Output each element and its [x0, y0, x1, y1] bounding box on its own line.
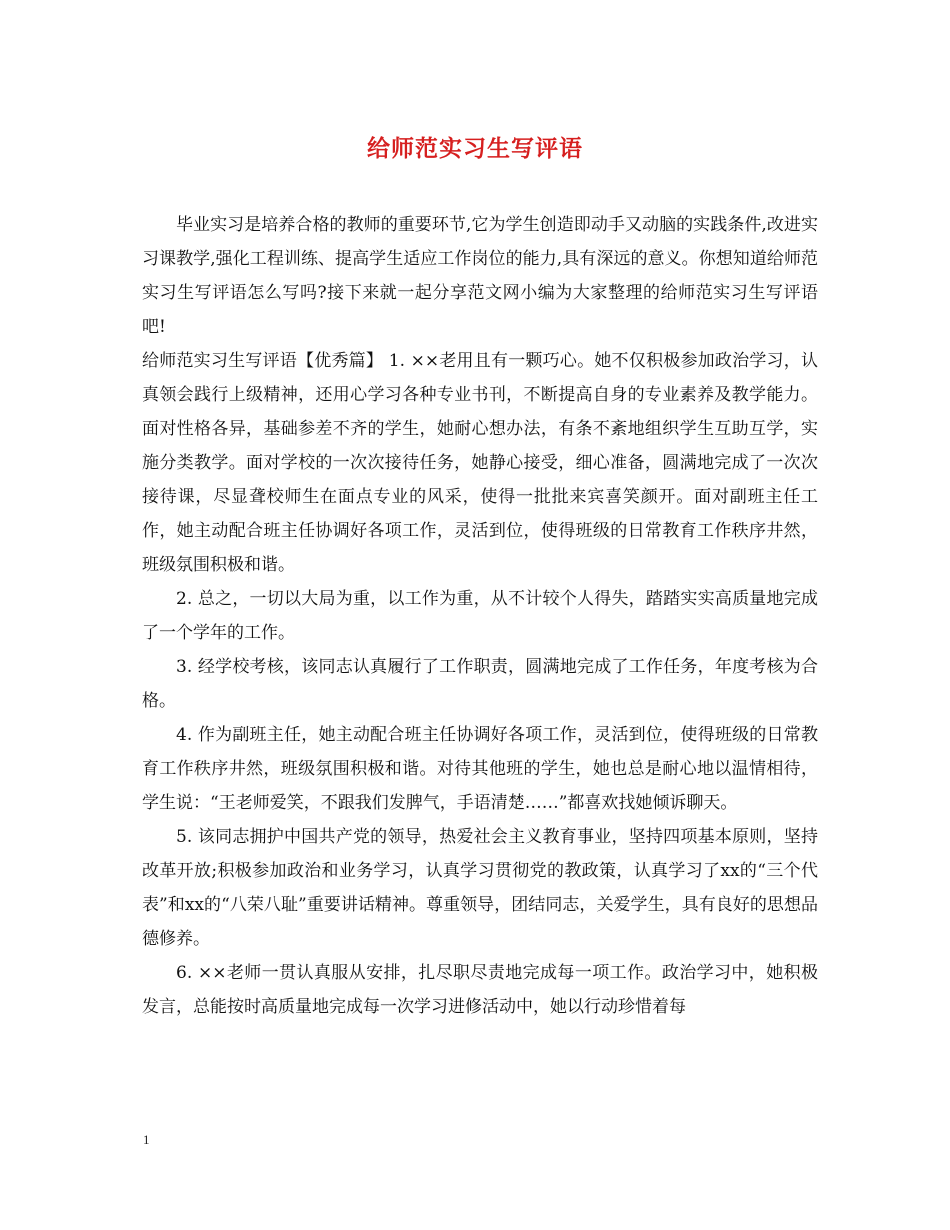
page-number: 1 [143, 1132, 150, 1147]
list-item: 3. 经学校考核，该同志认真履行了工作职责，圆满地完成了工作任务，年度考核为合格。 [142, 657, 818, 711]
intro-paragraph: 毕业实习是培养合格的教师的重要环节,它为学生创造即动手又动脑的实践条件,改进实习课教学,强化工程训练、提高学生适应工作岗位的能力,具有深远的意义。你想知道给师范实习生写评语怎么写吗?接下来就一起分享范文网小编为大家整理的给师范实习生写评语吧! [142, 215, 818, 337]
document-title: 给师范实习生写评语 [367, 135, 583, 162]
section-paragraph [142, 344, 818, 582]
list-item: 6. ××老师一贯认真服从安排，扎尽职尽责地完成每一项工作。政治学习中，她积极发言，总能按时高质量地完成每一次学习进修活动中，她以行动珍惜着每 [142, 963, 818, 1017]
document-body [142, 208, 818, 1024]
list-item: 4. 作为副班主任，她主动配合班主任协调好各项工作，灵活到位，使得班级的日常教育工作秩序井然，班级氛围积极和谐。对待其他班的学生，她也总是耐心地以温情相待，学生说：“王老师爱笑，不跟我们发脾气，手语清楚……”都喜欢找她倾诉聊天。 [142, 725, 818, 813]
list-item: 1. ××老用且有一颗巧心。她不仅积极参加政治学习，认真领会践行上级精神，还用心学习各种专业书刊，不断提高自身的专业素养及教学能力。面对性格各异，基础参差不齐的学生，她耐心想办法，有条不紊地组织学生互助互学，实施分类教学。面对学校的一次次接待任务，她静心接受，细心准备，圆满地完成了一次次接待课，尽显聋校师生在面点专业的风采，使得一批批来宾喜笑颜开。面对副班主任工作，她主动配合班主任协调好各项工作，灵活到位，使得班级的日常教育工作秩序井然，班级氛围积极和谐。 [142, 351, 819, 575]
section-heading: 给师范实习生写评语【优秀篇】 [142, 351, 384, 371]
list-item: 5. 该同志拥护中国共产党的领导，热爱社会主义教育事业，坚持四项基本原则，坚持改革开放;积极参加政治和业务学习，认真学习贯彻党的教政策，认真学习了xx的“三个代表”和xx的“八荣八耻”重要讲话精神。尊重领导，团结同志，关爱学生，具有良好的思想品德修养。 [142, 827, 818, 949]
list-item: 2. 总之，一切以大局为重，以工作为重，从不计较个人得失，踏踏实实高质量地完成了一个学年的工作。 [142, 589, 818, 643]
